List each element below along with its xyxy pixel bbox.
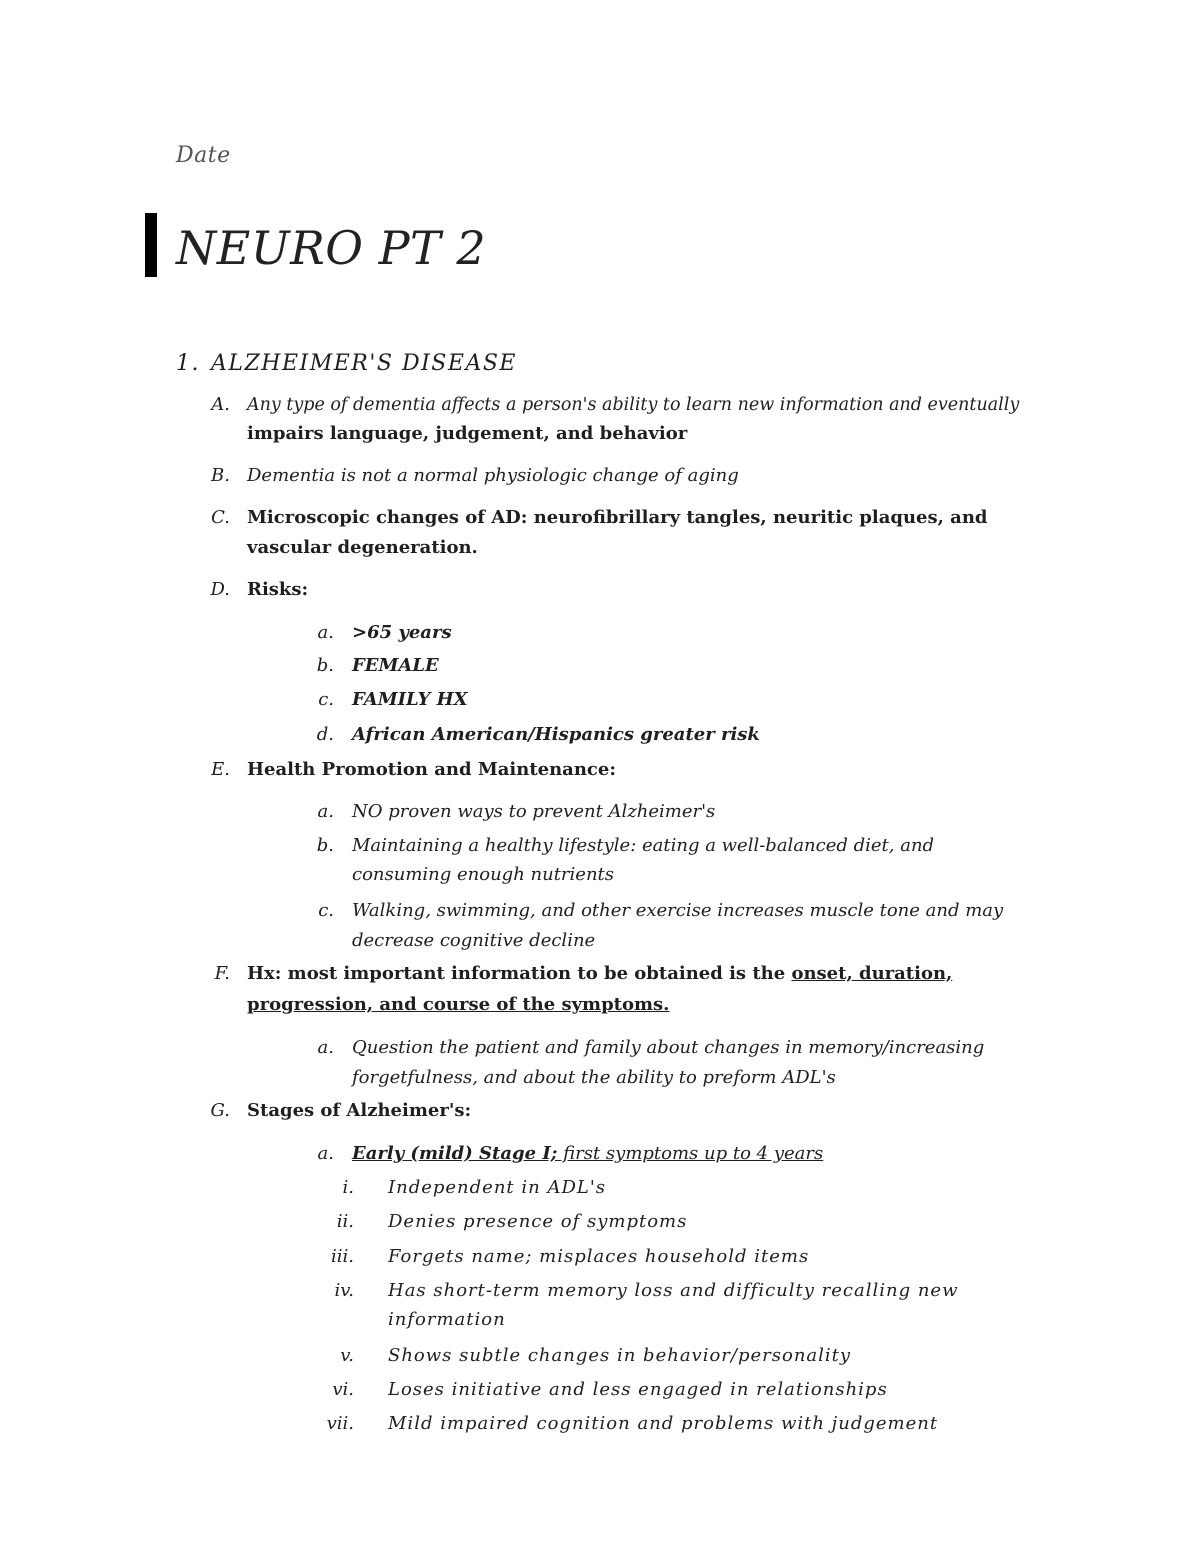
stage-detail-marker: i. (342, 1177, 354, 1198)
item-b-marker: B. (211, 465, 230, 486)
stage-marker: a. (317, 1143, 334, 1164)
item-c-marker: C. (211, 507, 230, 528)
risk-marker: a. (317, 622, 334, 643)
stage-detail-marker: iii. (331, 1246, 354, 1267)
risk-item: FEMALE (352, 655, 439, 676)
item-b-line1: Dementia is not a normal physiologic change of aging (247, 465, 739, 486)
item-f-line1: Hx: most important information to be obtained is the onset, duration, (247, 963, 953, 984)
item-a-marker: A. (211, 394, 230, 415)
stage-detail: Independent in ADL's (388, 1177, 607, 1198)
promotion-item: NO proven ways to prevent Alzheimer's (352, 801, 716, 822)
stage-detail-marker: iv. (334, 1280, 354, 1301)
item-f-marker: F. (214, 963, 230, 984)
promotion-item: Maintaining a healthy lifestyle: eating a well-balanced diet, and (352, 835, 935, 856)
stage-detail-marker: vii. (326, 1413, 354, 1434)
promotion-marker: b. (316, 835, 334, 856)
item-a-line2: impairs language, judgement, and behavior (247, 423, 688, 444)
item-c-line1: Microscopic changes of AD: neurofibrillary tangles, neuritic plaques, and (247, 507, 988, 528)
stage-heading: Early (mild) Stage I; first symptoms up to 4 years (352, 1143, 824, 1164)
item-d-marker: D. (210, 579, 230, 600)
history-item: Question the patient and family about changes in memory/increasing (352, 1037, 985, 1058)
section-number: 1. (176, 351, 200, 376)
risk-marker: c. (318, 689, 334, 710)
stage-detail-marker: vi. (332, 1379, 354, 1400)
risk-marker: b. (316, 655, 334, 676)
item-e-marker: E. (211, 759, 230, 780)
date-label: Date (176, 143, 231, 168)
item-a-line1: Any type of dementia affects a person's ability to learn new information and eventually (247, 395, 1020, 415)
promotion-marker: c. (318, 900, 334, 921)
item-g-line1: Stages of Alzheimer's: (247, 1100, 472, 1121)
risk-item: FAMILY HX (352, 689, 468, 710)
item-g-marker: G. (210, 1100, 230, 1121)
item-c-line2: vascular degeneration. (247, 537, 478, 558)
risk-item: African American/Hispanics greater risk (352, 724, 760, 745)
stage-detail: Forgets name; misplaces household items (388, 1246, 810, 1267)
stage-detail: Denies presence of symptoms (388, 1211, 688, 1232)
title-accent-bar (145, 213, 157, 277)
history-marker: a. (317, 1037, 334, 1058)
item-f-line2: progression, and course of the symptoms. (247, 994, 670, 1015)
section-title: ALZHEIMER'S DISEASE (211, 351, 517, 376)
risk-item: >65 years (352, 622, 452, 643)
history-item-cont: forgetfulness, and about the ability to preform ADL's (352, 1067, 836, 1088)
item-e-line1: Health Promotion and Maintenance: (247, 759, 616, 780)
risk-marker: d. (316, 724, 334, 745)
stage-detail: Shows subtle changes in behavior/personality (388, 1345, 852, 1366)
promotion-marker: a. (317, 801, 334, 822)
stage-detail-marker: ii. (336, 1211, 354, 1232)
page-title: NEURO PT 2 (176, 221, 487, 275)
promotion-item-cont: decrease cognitive decline (352, 930, 596, 951)
stage-detail: Mild impaired cognition and problems with judgement (388, 1413, 939, 1434)
stage-detail-cont: information (388, 1309, 506, 1330)
item-d-line1: Risks: (247, 579, 309, 600)
stage-detail: Has short-term memory loss and difficulty recalling new (388, 1280, 959, 1301)
promotion-item: Walking, swimming, and other exercise increases muscle tone and may (352, 900, 1004, 921)
stage-detail-marker: v. (340, 1345, 354, 1366)
promotion-item-cont: consuming enough nutrients (352, 864, 615, 885)
stage-detail: Loses initiative and less engaged in relationships (388, 1379, 888, 1400)
